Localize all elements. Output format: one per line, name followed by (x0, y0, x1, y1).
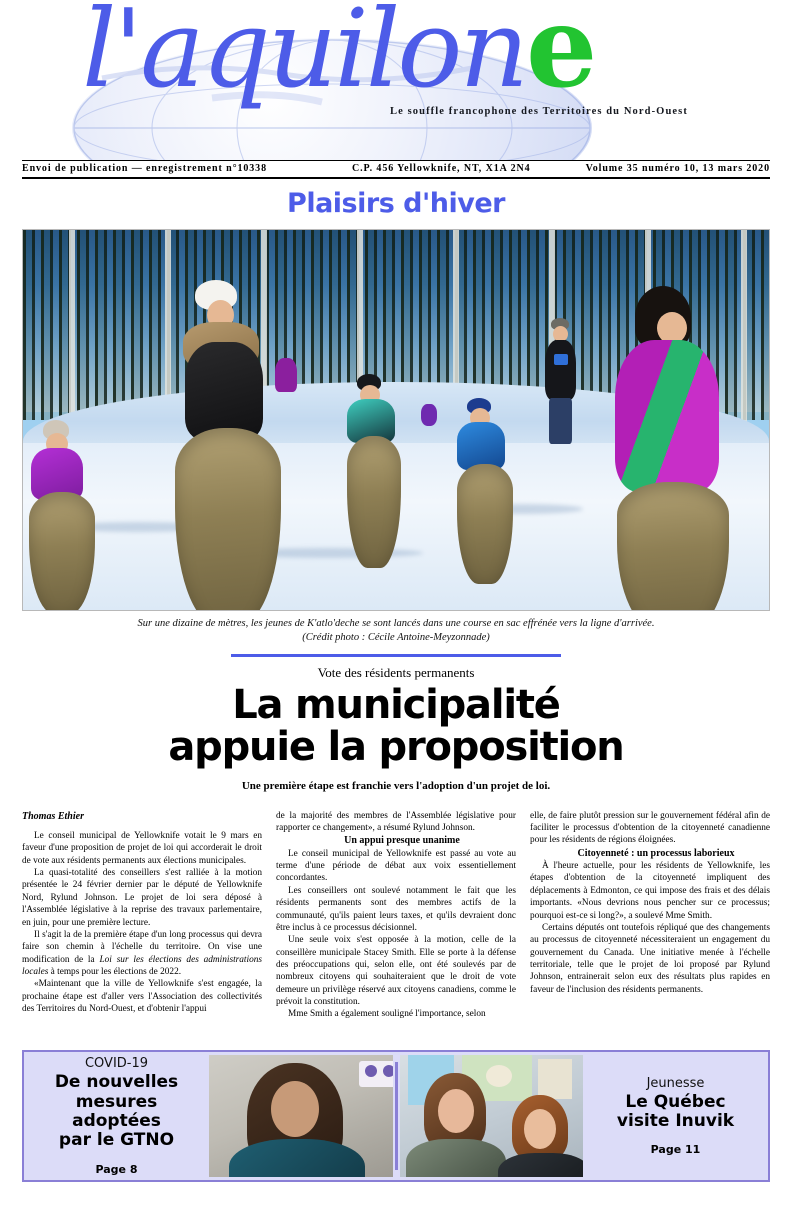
folio-address: C.P. 456 Yellowknife, NT, X1A 2N4 (352, 163, 531, 174)
headline-line-1: La municipalité (232, 682, 560, 729)
teaser-left[interactable] (24, 1052, 209, 1180)
masthead (22, 0, 770, 160)
article-kicker: Vote des résidents permanents (317, 665, 475, 681)
teaser-left-title-line-2: mesures adoptées (72, 1091, 161, 1131)
teaser-left-title-line-3: par le GTNO (58, 1130, 175, 1151)
teaser-left-title (30, 1073, 203, 1151)
logo-wordmark-accent-e: e (525, 0, 595, 113)
paragraph: La quasi-totalité des conseillers s'est ralliée à la motion présentée le 24 février dernier par le député de Yellowknife Nord, Rylund Johnson. Le projet de loi sera déposé à l'Assemblée législative à la reprise des travaux parlementaire, en juin, pour une première lecture. (22, 868, 262, 928)
headline-divider-rule (231, 654, 561, 657)
folio-bar (22, 160, 770, 179)
teaser-right[interactable] (583, 1052, 768, 1180)
paragraph: Mme Smith a également souligné l'importance, selon (288, 1009, 486, 1020)
article-headline (0, 682, 792, 770)
article-deck: Une première étape est franchie vers l'adoption d'un projet de loi. (241, 779, 551, 792)
teaser-left-page-ref[interactable]: Page 8 (95, 1162, 138, 1176)
lead-photo-caption (22, 617, 770, 645)
paragraph: Les conseillers ont soulevé notamment le fait que les résidents permanents sont des membres actifs de la communauté, qu'ils paient leurs taxes, et qu'ils devraient donc être inclus à ce processus décisionnel. (276, 885, 516, 933)
article-column-3 (530, 810, 770, 1054)
bottom-teaser-strip (22, 1050, 770, 1182)
paragraph (22, 929, 262, 978)
law-title-italic: Loi sur les élections des administrations locales (22, 954, 262, 977)
article-body-columns (22, 810, 770, 1054)
paragraph: de la majorité des membres de l'Assemblée législative pour rapporter ce changement», a résumé Rylund Johnson. (276, 810, 516, 834)
article-byline: Thomas Ethier (22, 810, 84, 822)
page-footer-margin (0, 1184, 792, 1224)
teaser-right-title-line-1: Le Québec (625, 1091, 726, 1112)
article-subhead: Un appui presque unanime (344, 835, 460, 847)
article-column-1 (22, 810, 262, 1054)
paragraph: Le conseil municipal de Yellowknife est passé au vote au terme d'une période de débat aux voix essentiellement concordantes. (276, 848, 516, 884)
logo-wordmark (82, 0, 595, 113)
teaser-photo-divider (395, 1062, 398, 1170)
folio-publication-info: Envoi de publication — enregistrement n°10338 (22, 163, 267, 174)
teaser-right-title (617, 1093, 734, 1132)
paragraph: elle, de faire plutôt pression sur le gouvernement fédéral afin de faciliter le processus d'obtention de la citoyenneté canadienne pour les résidents de régions éloignées. (530, 810, 770, 846)
caption-text: Sur une dizaine de mètres, les jeunes de K'atlo'deche se sont lancés dans une course en sac effrénée vers la ligne d'arrivée. (137, 618, 655, 629)
logo-wordmark-main: l'aquilon (82, 0, 526, 112)
paragraph-part: Il s'agit la de la première étape d'un long processus qui devra faire son chemin à l'échelle du territoire. On vise une modification de la (22, 929, 262, 965)
teaser-right-title-line-2: visite Inuvik (616, 1111, 735, 1131)
headline-line-2: appuie la proposition (168, 723, 624, 770)
teaser-left-title-line-1: De nouvelles (54, 1072, 179, 1093)
teaser-left-kicker: COVID-19 (84, 1056, 149, 1072)
lead-photo (22, 229, 770, 611)
paragraph: Certains députés ont toutefois répliqué que des changements au processus de citoyenneté nécessiteraient un engagement du gouvernement du Canada. Une initiative menée à l'échelle territoriale, telle que le projet de loi proposé par Rylund Johnson, entrainerait selon eux des résultats plus rapides en faveur de l'inclusion des résidents permanents. (530, 922, 770, 995)
teaser-right-page-ref[interactable]: Page 11 (650, 1143, 701, 1157)
teaser-photo-jeunesse (400, 1055, 584, 1177)
paragraph: Le conseil municipal de Yellowknife votait le 9 mars en faveur d'une proposition de projet de loi qui accorderait le droit de vote aux résidents permanents aux élections municipales. (22, 831, 262, 866)
teaser-right-kicker: Jeunesse (646, 1075, 705, 1091)
caption-credit: (Crédit photo : Cécile Antoine-Meyzonnade) (302, 632, 490, 644)
teaser-photo-covid (209, 1055, 393, 1177)
article-subhead: Citoyenneté : un processus laborieux (577, 847, 735, 859)
paragraph: Une seule voix s'est opposée à la motion, celle de la conseillère municipale Stacey Smith. Elle se porte à la défense des préoccupations qui, selon elle, ont été soulevés par de nombreux citoyens qui souhaiteraient que le droit de vote demeure un privilège réservé aux citoyens canadiens, comme le prévoit la constitution. (276, 935, 516, 1008)
paragraph: «Maintenant que la ville de Yellowknife s'est engagée, la prochaine étape est d'aller vers l'Association des collectivités des Territoires du Nord-Ouest, et d'obtenir l'appui (22, 979, 262, 1015)
paragraph-part: à temps pour les élections de 2022. (48, 966, 182, 977)
folio-volume-date: Volume 35 numéro 10, 13 mars 2020 (585, 163, 770, 174)
paragraph: À l'heure actuelle, pour les résidents de Yellowknife, les étapes d'obtention de la citoyenneté impliquent des déplacements à Edmonton, ce qui impose des frais et des délais importants. «Nous devrions nous pencher sur ce processus; pourquoi est-ce si long?», a soulevé Mme Smith. (530, 861, 770, 921)
article-headline-block (0, 665, 792, 791)
masthead-tagline: Le souffle francophone des Territoires du Nord-Ouest (390, 106, 688, 117)
article-column-2 (276, 810, 516, 1054)
section-title: Plaisirs d'hiver (287, 188, 505, 219)
